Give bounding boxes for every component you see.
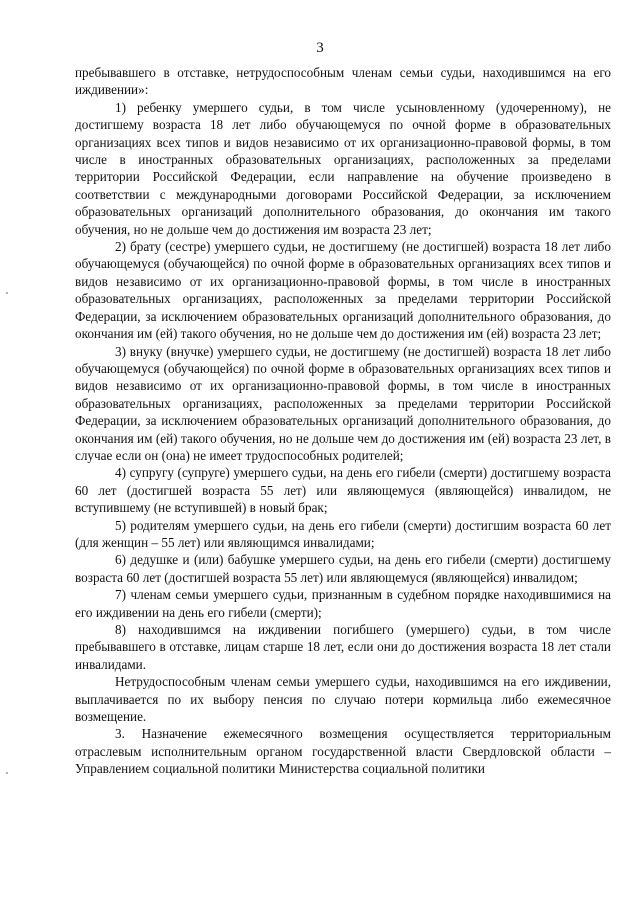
paragraph-item-5: 5) родителям умершего судьи, на день его гибели (смерти) достигшим возраста 60 лет (для женщин – 55 лет) или являющимся инвалидами; <box>75 517 611 550</box>
page-number: 3 <box>316 40 324 56</box>
document-body <box>75 64 611 778</box>
paragraph-item-4: 4) супругу (супруге) умершего судьи, на день его гибели (смерти) достигшему возраста 60 лет (достигшей возраста 55 лет) или являющемуся (являющейся) инвалидом, не вступившему (не вступившей) в новый брак; <box>75 465 611 516</box>
paragraph-item-1: 1) ребенку умершего судьи, в том числе усыновленному (удочеренному), не достигшему возраста 18 лет либо обучающемуся по очной форме в образовательных организациях всех типов и видов независимо от их организационно-правовой формы, в том числе в иностранных образовательных организациях, расположенных за пределами территории Российской Федерации, если направление на обучение произведено в соответствии с международными договорами Российской Федерации, за исключением образовательных организаций дополнительного образования, до окончания им такого обучения, но не дольше чем до достижения им возраста 23 лет; <box>75 99 611 237</box>
paragraph-item-8: 8) находившимся на иждивении погибшего (умершего) судьи, в том числе пребывавшего в отставке, лицам старше 18 лет, если они до достижения возраста 18 лет стали инвалидами. <box>75 622 611 672</box>
paragraph-continuation: пребывавшего в отставке, нетрудоспособным членам семьи судьи, находившимся на его иждивении»: <box>75 65 611 98</box>
paragraph-item-3: 3) внуку (внучке) умершего судьи, не достигшему (не достигшей) возраста 18 лет либо обучающемуся (обучающейся) по очной форме в образовательных организациях всех типов и видов независимо от их организационно-правовой формы, в том числе в иностранных образовательных организациях, расположенных за пределами территории Российской Федерации, за исключением образовательных организаций дополнительного образования, до окончания им (ей) такого обучения, но не дольше чем до достижения им (ей) возраста 23 лет, в случае если он (она) не имеет трудоспособных родителей; <box>75 343 611 463</box>
paragraph-item-2: 2) брату (сестре) умершего судьи, не достигшему (не достигшей) возраста 18 лет либо обучающемуся (обучающейся) по очной форме в образовательных организациях всех типов и видов независимо от их организационно-правовой формы, в том числе в иностранных образовательных организациях, расположенных за пределами территории Российской Федерации, за исключением образовательных организаций дополнительного образования, до окончания им (ей) такого обучения, но не дольше чем до достижения им (ей) возраста 23 лет; <box>75 239 611 342</box>
paragraph-pension-choice: Нетрудоспособным членам семьи умершего судьи, находившимся на его иждивении, выплачивается по их выбору пенсия по случаю потери кормильца либо ежемесячное возмещение. <box>75 674 611 725</box>
scan-speck <box>6 772 8 774</box>
paragraph-item-7: 7) членам семьи умершего судьи, признанным в судебном порядке находившимися на его иждивении на день его гибели (смерти); <box>75 587 611 620</box>
paragraph-section-3: 3. Назначение ежемесячного возмещения осуществляется территориальным отраслевым исполнительным органом государственной власти Свердловской области – Управлением социальной политики Министерства социальной политики <box>75 726 611 777</box>
paragraph-item-6: 6) дедушке и (или) бабушке умершего судьи, на день его гибели (смерти) достигшему возраста 60 лет (достигшей возраста 55 лет) или являющемуся (являющейся) инвалидом; <box>75 552 611 585</box>
scan-speck <box>6 292 8 294</box>
